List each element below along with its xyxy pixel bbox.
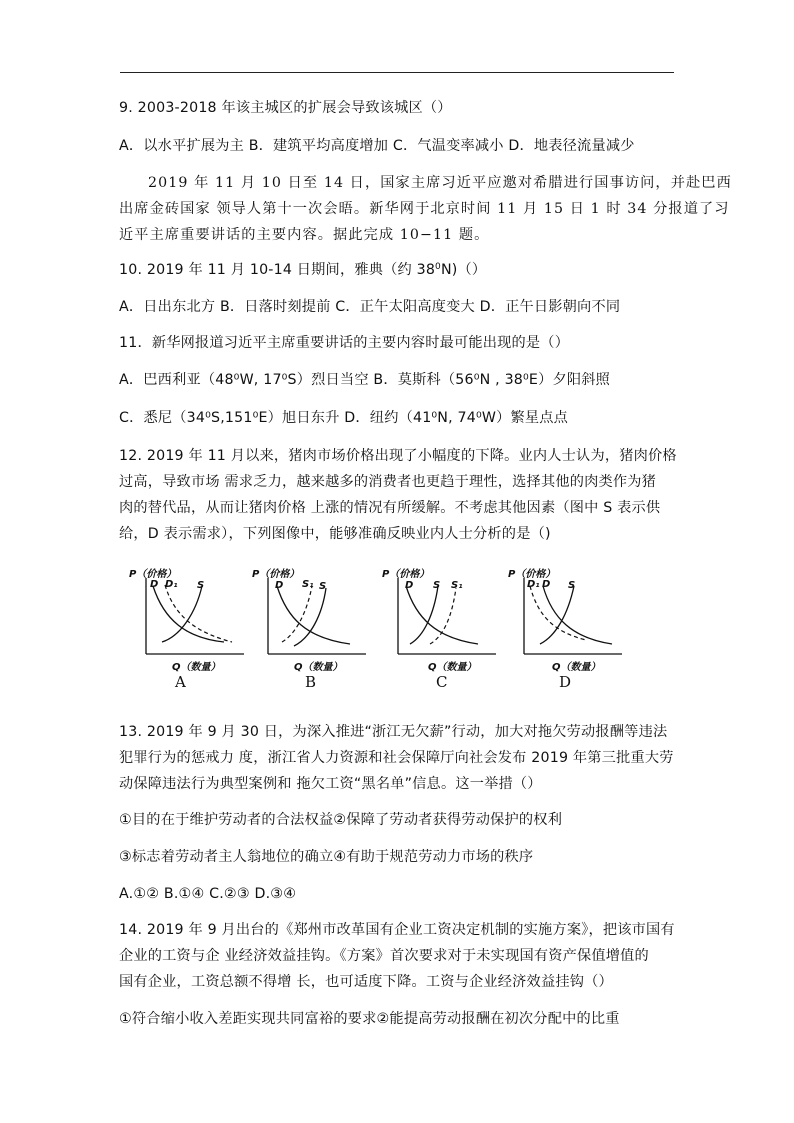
graph-a-curve-label-1: D bbox=[150, 579, 159, 590]
graph-a-curve-d1 bbox=[165, 585, 232, 642]
graph-c-q-label: Q（数量） bbox=[428, 662, 477, 673]
graph-d-curve-label-2: D bbox=[542, 579, 551, 590]
graph-d-curve-d bbox=[543, 586, 612, 644]
q14-statements-12: ①符合缩小收入差距实现共同富裕的要求②能提高劳动报酬在初次分配中的比重 bbox=[119, 1011, 620, 1027]
q12-line-4: 给，D 表示需求），下列图像中，能够准确反映业内人士分析的是（) bbox=[119, 526, 551, 542]
q14-line-2: 企业的工资与企 业经济效益挂钩。《方案》首次要求对于未实现国有资产保值增值的 bbox=[119, 948, 649, 964]
graph-a-q-label: Q（数量） bbox=[172, 662, 221, 673]
q12-line-3: 肉的替代品，从而让猪肉价格 上涨的情况有所缓解。不考虑其他因素（图中 S 表示供 bbox=[119, 500, 661, 516]
supply-demand-graph-d bbox=[510, 560, 650, 695]
graph-c-curve-d bbox=[406, 586, 478, 644]
header-rule bbox=[120, 72, 674, 73]
q10-degree: 0 bbox=[435, 262, 441, 272]
graph-b-q-label: Q（数量） bbox=[294, 662, 343, 673]
graph-a-p-label: P（价格） bbox=[129, 569, 177, 580]
q13-statements-34: ③标志着劳动者主人翁地位的确立④有助于规范劳动力市场的秩序 bbox=[119, 849, 534, 865]
supply-demand-graph-a bbox=[126, 560, 266, 695]
q12-line-1: 12. 2019 年 11 月以来，猪肉市场价格出现了小幅度的下降。业内人士认为，猪肉价格 bbox=[119, 448, 677, 464]
graph-d-p-label: P（价格） bbox=[508, 569, 556, 580]
graph-b-curve-d bbox=[277, 586, 350, 644]
q9-options: A．以水平扩展为主 B．建筑平均高度增加 C．气温变率减小 D．地表径流量减少 bbox=[119, 138, 635, 154]
graph-c-curve-s bbox=[410, 586, 438, 644]
q10-stem bbox=[119, 260, 486, 280]
passage-line-3: 近平主席重要讲话的主要内容。据此完成 10−11 题。 bbox=[119, 227, 490, 243]
graph-a-letter: A bbox=[175, 673, 186, 691]
q9-stem: 9. 2003-2018 年该主城区的扩展会导致该城区（） bbox=[119, 100, 452, 116]
graph-d-curve-label-3: S bbox=[568, 580, 576, 591]
q11-stem: 11．新华网报道习近平主席重要讲话的主要内容时最可能出现的是（） bbox=[119, 335, 570, 351]
graph-b-curve-label-3: S bbox=[319, 581, 327, 592]
graph-c-curve-label-3: S₁ bbox=[451, 580, 463, 591]
q13-options: A.①② B.①④ C.②③ D.③④ bbox=[119, 886, 297, 902]
q13-line-2: 犯罪行为的惩戒力 度，浙江省人力资源和社会保障厅向社会发布 2019 年第三批重大劳 bbox=[119, 750, 674, 766]
graph-a-curve-label-2: D₁ bbox=[165, 579, 178, 590]
supply-demand-graph-b bbox=[254, 560, 394, 695]
q13-line-3: 动保障违法行为典型案例和 拖欠工资“黑名单”信息。这一举措（） bbox=[119, 776, 542, 792]
graph-b-curve-label-1: D bbox=[275, 580, 284, 591]
graph-c-curve-s1 bbox=[430, 588, 456, 644]
graph-c-curve-label-2: S bbox=[433, 580, 441, 591]
graph-a-plot bbox=[126, 560, 266, 695]
graph-d-q-label: Q（数量） bbox=[552, 662, 601, 673]
q11-options-ab: A．巴西利亚（48⁰W, 17⁰S）烈日当空 B．莫斯科（56⁰N , 38⁰E）夕阳斜照 bbox=[119, 372, 611, 388]
graph-b-curve-label-2: S₁ bbox=[302, 579, 314, 590]
graph-c-letter: C bbox=[436, 673, 448, 691]
passage-line-1: 2019 年 11 月 10 日至 14 日，国家主席习近平应邀对希腊进行国事访问，并赴巴西 bbox=[148, 175, 732, 191]
q13-statements-12: ①目的在于维护劳动者的合法权益②保障了劳动者获得劳动保护的权利 bbox=[119, 812, 563, 828]
q10-stem-main: 10. 2019 年 11 月 10-14 日期间，雅典（约 38 bbox=[119, 262, 436, 278]
q10-stem-end: N)（） bbox=[440, 262, 487, 278]
graph-d-curve-label-1: D₁ bbox=[527, 579, 540, 590]
graph-d-curve-d1 bbox=[530, 586, 586, 640]
q12-line-2: 过高，导致市场 需求乏力，越来越多的消费者也更趋于理性，选择其他的肉类作为猪 bbox=[119, 474, 657, 490]
graph-b-letter: B bbox=[305, 673, 317, 691]
q11-options-cd: C．悉尼（34⁰S,151⁰E）旭日东升 D．纽约（41⁰N, 74⁰W）繁星点点 bbox=[119, 410, 569, 426]
passage-line-2: 出席金砖国家 领导人第十一次会晤。新华网于北京时间 11 月 15 日 1 时 34 分报道了习 bbox=[119, 201, 730, 217]
graph-a-curve-d bbox=[153, 586, 224, 642]
q14-line-1: 14. 2019 年 9 月出台的《郑州市改革国有企业工资决定机制的实施方案》，把该市国有 bbox=[119, 922, 675, 938]
graph-a-curve-label-3: S bbox=[197, 580, 205, 591]
supply-demand-graph-c bbox=[384, 560, 524, 695]
graph-b-curve-s1 bbox=[282, 586, 312, 642]
graph-c-curve-label-1: D bbox=[405, 580, 414, 591]
q10-options: A．日出东北方 B．日落时刻提前 C．正午太阳高度变大 D．正午日影朝向不同 bbox=[119, 299, 621, 315]
graph-c-p-label: P（价格） bbox=[382, 569, 430, 580]
q14-line-3: 国有企业，工资总额不得增 长，也可适度下降。工资与企业经济效益挂钩（） bbox=[119, 974, 613, 990]
graph-d-letter: D bbox=[559, 673, 572, 691]
graph-b-p-label: P（价格） bbox=[252, 569, 300, 580]
q13-line-1: 13. 2019 年 9 月 30 日，为深入推进“浙江无欠薪”行动，加大对拖欠劳动报酬等违法 bbox=[119, 724, 668, 740]
